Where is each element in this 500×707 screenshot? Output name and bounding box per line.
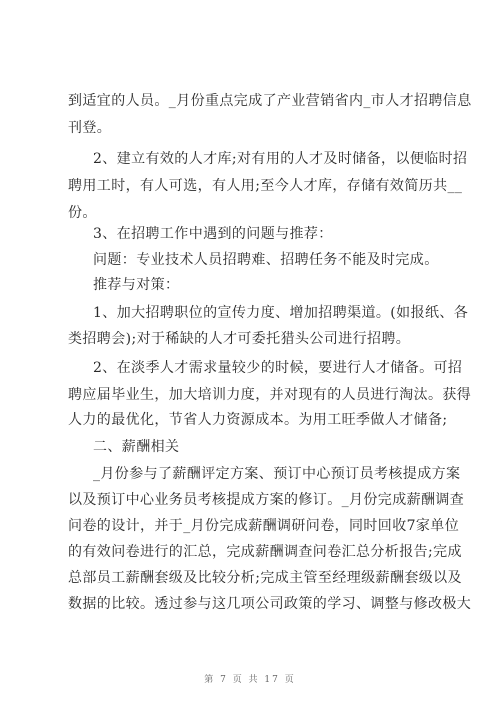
text-line: 问卷的设计，并于_月份完成薪酬调研问卷，同时回收7家单位 (68, 518, 460, 534)
text-line: 刊登。 (68, 120, 112, 136)
text-line: 的有效问卷进行的汇总，完成薪酬调查问卷汇总分析报告;完成 (68, 544, 462, 560)
text-line: 3、在招聘工作中遇到的问题与推荐： (93, 226, 333, 242)
text-line: 以及预订中心业务员考核提成方案的修订。_月份完成薪酬调查 (68, 492, 465, 508)
text-line: 人力的最优化，节省人力资源成本。为用工旺季做人才储备; (68, 412, 448, 428)
text-line: 到适宜的人员。_月份重点完成了产业营销省内_市人才招聘信息 (68, 93, 472, 109)
page-number: 第 7 页 共 17 页 (204, 675, 296, 685)
text-line: 2、建立有效的人才库;对有用的人才及时储备，以便临时招 (93, 151, 468, 167)
text-line: 聘用工时，有人可选，有人用;至今人才库，存储有效简历共__ (68, 178, 463, 194)
text-line: 聘应届毕业生，加大培训力度，并对现有的人员进行淘汰。获得 (68, 387, 472, 403)
text-line: 1、加大招聘职位的宣传力度、增加招聘渠道。(如报纸、各 (93, 305, 469, 321)
text-line: 数据的比较。透过参与这几项公司政策的学习、调整与修改极大 (68, 596, 472, 612)
section-heading: 二、薪酬相关 (93, 439, 180, 455)
text-line: 问题：专业技术人员招聘难、招聘任务不能及时完成。 (93, 252, 439, 268)
text-line: 类招聘会);对于稀缺的人才可委托猎头公司进行招聘。 (68, 331, 411, 347)
text-line: 推荐与对策： (93, 277, 180, 293)
text-line: _月份参与了薪酬评定方案、预订中心预订员考核提成方案 (93, 466, 461, 482)
text-line: 份。 (68, 205, 97, 221)
text-line: 2、在淡季人才需求量较少的时候，要进行人才储备。可招 (93, 360, 463, 376)
text-line: 总部员工薪酬套级及比较分析;完成主管至经理级薪酬套级以及 (68, 570, 462, 586)
